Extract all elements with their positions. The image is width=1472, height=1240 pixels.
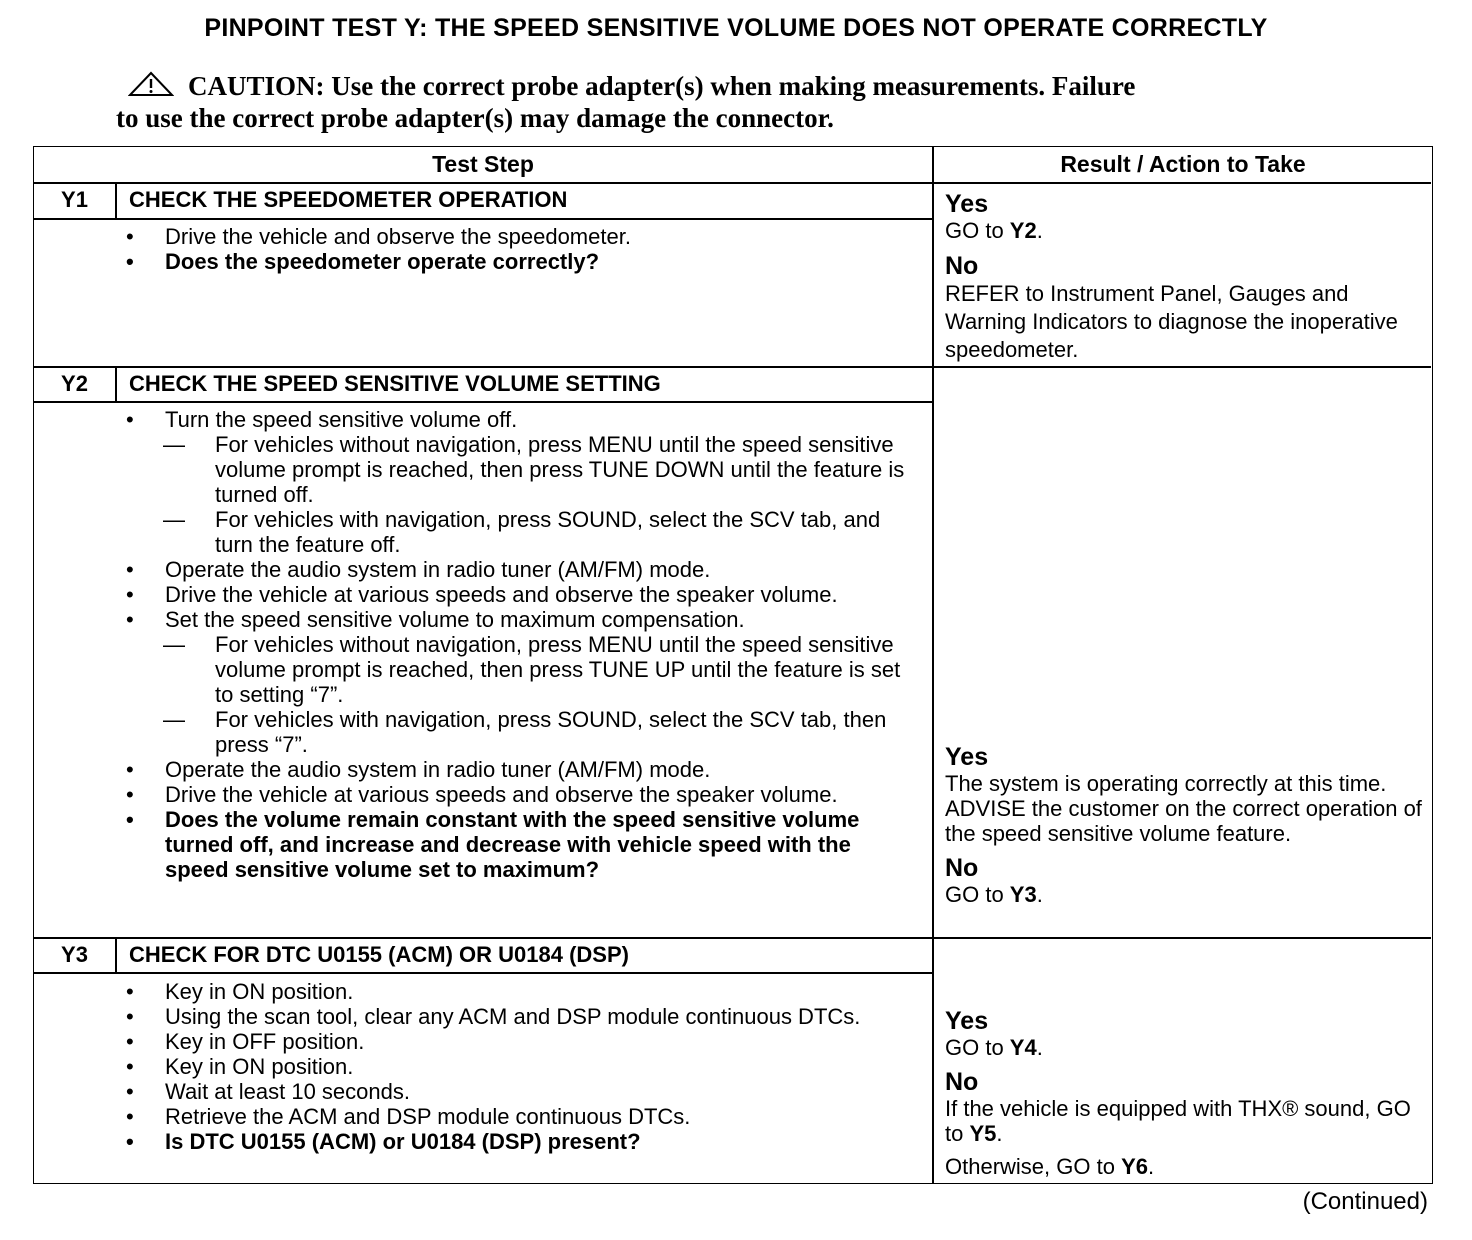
instruction-question: • Is DTC U0155 (ACM) or U0184 (DSP) present? (116, 1129, 916, 1154)
instruction-item: • Operate the audio system in radio tuner (AM/FM) mode. (116, 557, 916, 582)
otherwise-action: Otherwise, GO to Y6. (945, 1154, 1155, 1179)
result-action (945, 1007, 1415, 1179)
instruction-item: • Operate the audio system in radio tuner (AM/FM) mode. (116, 757, 916, 782)
column-header-result: Result / Action to Take (1060, 151, 1306, 177)
instruction-subitem: — For vehicles without navigation, press MENU until the speed sensitive volume prompt is reached, then press TUNE UP until the feature is set to setting “7”. (116, 632, 916, 707)
step-id: Y1 (61, 187, 88, 212)
step-title: CHECK THE SPEEDOMETER OPERATION (129, 187, 568, 212)
instruction-item: • Set the speed sensitive volume to maximum compensation. (116, 607, 916, 632)
instruction-item: • Key in OFF position. (116, 1029, 916, 1054)
test-table (33, 146, 1433, 1184)
instruction-question: • Does the speedometer operate correctly? (116, 249, 916, 274)
yes-label: Yes (945, 190, 989, 218)
step-instructions (116, 979, 916, 1154)
caution-notice (116, 70, 1316, 134)
yes-action: GO to Y4. (945, 1035, 1043, 1060)
step-id: Y3 (61, 942, 88, 967)
instruction-item: • Key in ON position. (116, 1054, 916, 1079)
column-header-test-step: Test Step (432, 151, 534, 177)
instruction-question: • Does the volume remain constant with the speed sensitive volume turned off, and increase and decrease with vehicle speed with the speed sensitive volume set to maximum? (116, 807, 916, 882)
instruction-item: • Retrieve the ACM and DSP module continuous DTCs. (116, 1104, 916, 1129)
no-label: No (945, 252, 979, 280)
instruction-item: • Wait at least 10 seconds. (116, 1079, 916, 1104)
caution-text-line-1: CAUTION: Use the correct probe adapter(s) when making measurements. Failure (188, 71, 1136, 101)
instruction-item: • Drive the vehicle at various speeds and observe the speaker volume. (116, 582, 916, 607)
caution-text-line-2: to use the correct probe adapter(s) may damage the connector. (116, 103, 834, 133)
step-id: Y2 (61, 371, 88, 396)
yes-label: Yes (945, 743, 989, 771)
step-title: CHECK FOR DTC U0155 (ACM) OR U0184 (DSP) (129, 942, 629, 967)
instruction-subitem: — For vehicles with navigation, press SOUND, select the SCV tab, and turn the feature off. (116, 507, 916, 557)
instruction-item: • Drive the vehicle and observe the speedometer. (116, 224, 916, 249)
no-label: No (945, 854, 979, 882)
continued-label: (Continued) (1302, 1188, 1428, 1215)
no-action: REFER to Instrument Panel, Gauges and Warning Indicators to diagnose the inoperative speedometer. (945, 281, 1398, 362)
instruction-subitem: — For vehicles without navigation, press MENU until the speed sensitive volume prompt is reached, then press TUNE DOWN until the feature is turned off. (116, 432, 916, 507)
instruction-subitem: — For vehicles with navigation, press SOUND, select the SCV tab, then press “7”. (116, 707, 916, 757)
yes-label: Yes (945, 1007, 989, 1035)
warning-triangle-icon (128, 71, 174, 97)
result-action (945, 743, 1425, 907)
instruction-item: • Drive the vehicle at various speeds and observe the speaker volume. (116, 782, 916, 807)
yes-action: The system is operating correctly at this time. ADVISE the customer on the correct operation of the speed sensitive volume feature. (945, 771, 1422, 846)
result-action (945, 190, 1415, 364)
page-title: PINPOINT TEST Y: THE SPEED SENSITIVE VOLUME DOES NOT OPERATE CORRECTLY (204, 14, 1268, 42)
step-instructions (116, 224, 916, 274)
no-label: No (945, 1068, 979, 1096)
yes-action: GO to Y2. (945, 218, 1043, 243)
no-action: GO to Y3. (945, 882, 1043, 907)
instruction-item: • Turn the speed sensitive volume off. (116, 407, 916, 432)
step-instructions (116, 407, 916, 882)
step-title: CHECK THE SPEED SENSITIVE VOLUME SETTING (129, 371, 661, 396)
instruction-item: • Using the scan tool, clear any ACM and DSP module continuous DTCs. (116, 1004, 916, 1029)
no-action: If the vehicle is equipped with THX® sound, GO to Y5. (945, 1096, 1411, 1146)
instruction-item: • Key in ON position. (116, 979, 916, 1004)
